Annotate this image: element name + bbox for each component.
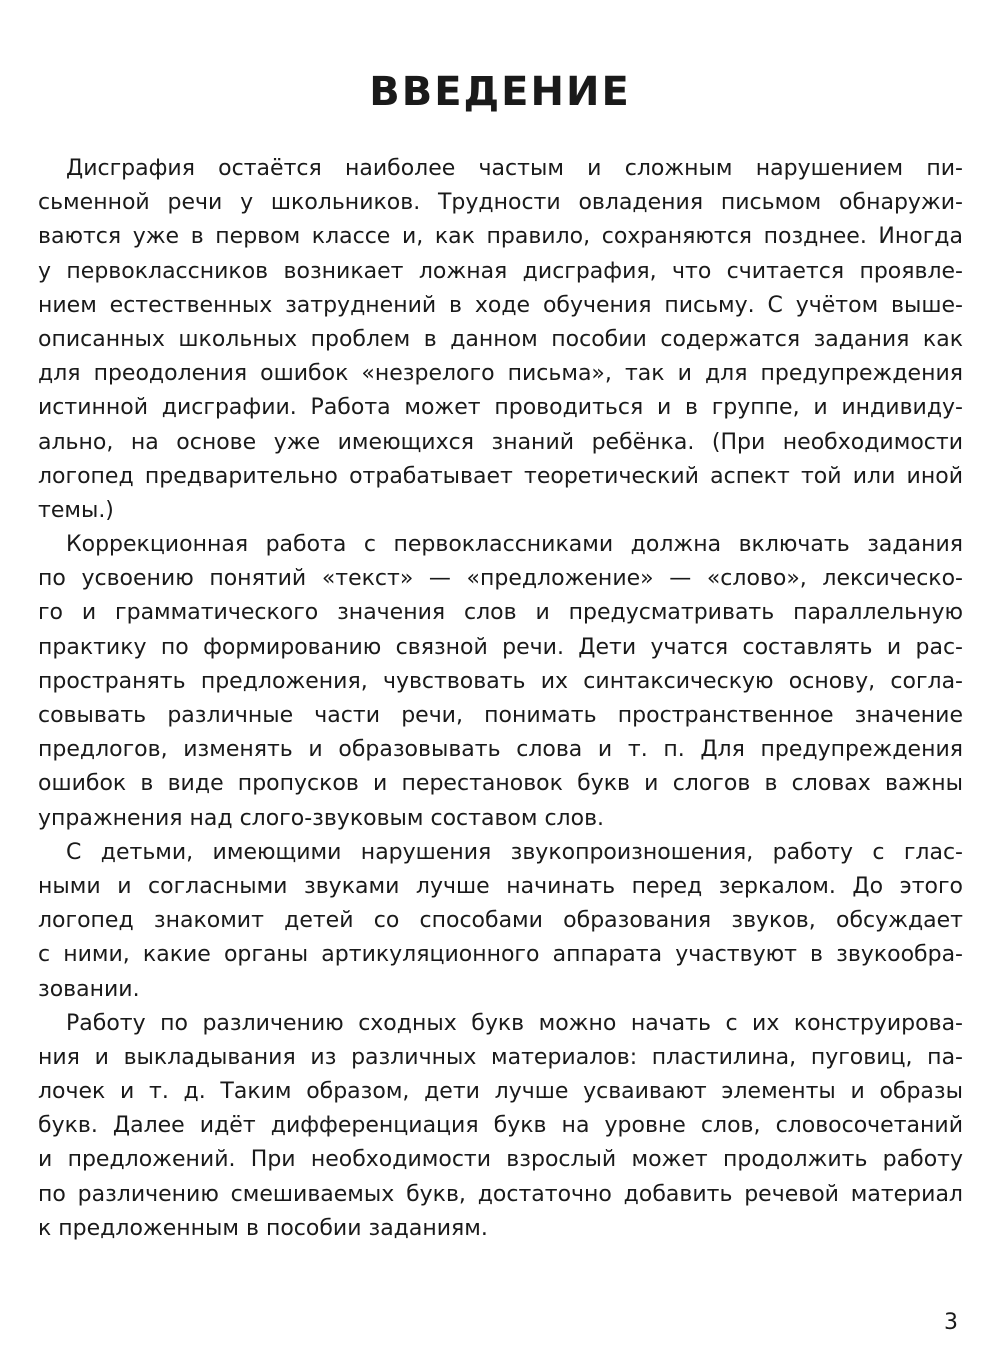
- text-line: ваются уже в первом классе и, как правило, сохраняются позднее. Иногда: [38, 224, 963, 250]
- page-title: ВВЕДЕНИЕ: [369, 69, 631, 115]
- paragraph-3: [38, 836, 963, 1007]
- text-line: с ними, какие органы артикуляционного аппарата участвуют в звукообра-: [38, 942, 963, 968]
- text-line: упражнения над слого-звуковым составом слов.: [38, 805, 605, 831]
- text-line: предлогов, изменять и образовывать слова и т. п. Для предупреждения: [38, 737, 963, 763]
- text-line: логопед предварительно отрабатывает теоретический аспект той или иной: [38, 463, 963, 489]
- text-line: по различению смешиваемых букв, достаточно добавить речевой материал: [38, 1181, 963, 1207]
- text-line: у первоклассников возникает ложная дисграфия, что считается проявле-: [38, 258, 963, 284]
- text-line: практику по формированию связной речи. Дети учатся составлять и рас-: [38, 634, 963, 660]
- text-line: лочек и т. д. Таким образом, дети лучше усваивают элементы и образы: [38, 1079, 963, 1105]
- text-line: совывать различные части речи, понимать пространственное значение: [38, 703, 963, 728]
- text-line: го и грамматического значения слов и предусматривать параллельную: [38, 600, 963, 626]
- paragraph-4: [38, 1007, 963, 1246]
- text-line: ния и выкладывания из различных материалов: пластилина, пуговиц, па-: [38, 1044, 963, 1070]
- paragraph-1: [38, 152, 963, 528]
- text-line: к предложенным в пособии заданиям.: [38, 1215, 488, 1241]
- text-line: ально, на основе уже имеющихся знаний ребёнка. (При необходимости: [38, 429, 963, 455]
- text-line: логопед знакомит детей со способами образования звуков, обсуждает: [38, 908, 963, 934]
- text-line: по усвоению понятий «текст» — «предложение» — «слово», лексическо-: [38, 566, 963, 592]
- text-line: истинной дисграфии. Работа может проводиться и в группе, и индивиду-: [38, 395, 963, 421]
- text-line: С детьми, имеющими нарушения звукопроизношения, работу с глас-: [66, 839, 963, 865]
- text-line: ошибок в виде пропусков и перестановок букв и слогов в словах важны: [38, 771, 963, 797]
- text-line: и предложений. При необходимости взрослый может продолжить работу: [38, 1147, 963, 1173]
- text-line: нием естественных затруднений в ходе обучения письму. С учётом выше-: [38, 292, 963, 318]
- body-text: [38, 152, 963, 1246]
- page-number: 3: [944, 1310, 958, 1335]
- text-line: Работу по различению сходных букв можно начать с их конструирова-: [66, 1010, 963, 1036]
- text-line: описанных школьных проблем в данном пособии содержатся задания как: [38, 326, 963, 352]
- paragraph-2: [38, 528, 963, 836]
- text-line: пространять предложения, чувствовать их синтаксическую основу, согла-: [38, 668, 963, 694]
- text-line: темы.): [38, 497, 114, 523]
- text-line: букв. Далее идёт дифференциация букв на уровне слов, словосочетаний: [38, 1113, 963, 1139]
- text-line: зовании.: [38, 976, 140, 1002]
- text-line: Дисграфия остаётся наиболее частым и сложным нарушением пи-: [66, 156, 963, 181]
- text-line: сьменной речи у школьников. Трудности овладения письмом обнаружи-: [38, 190, 963, 216]
- text-line: ными и согласными звуками лучше начинать перед зеркалом. До этого: [38, 873, 963, 899]
- text-line: для преодоления ошибок «незрелого письма», так и для предупреждения: [38, 361, 963, 387]
- text-line: Коррекционная работа с первоклассниками должна включать задания: [66, 532, 963, 558]
